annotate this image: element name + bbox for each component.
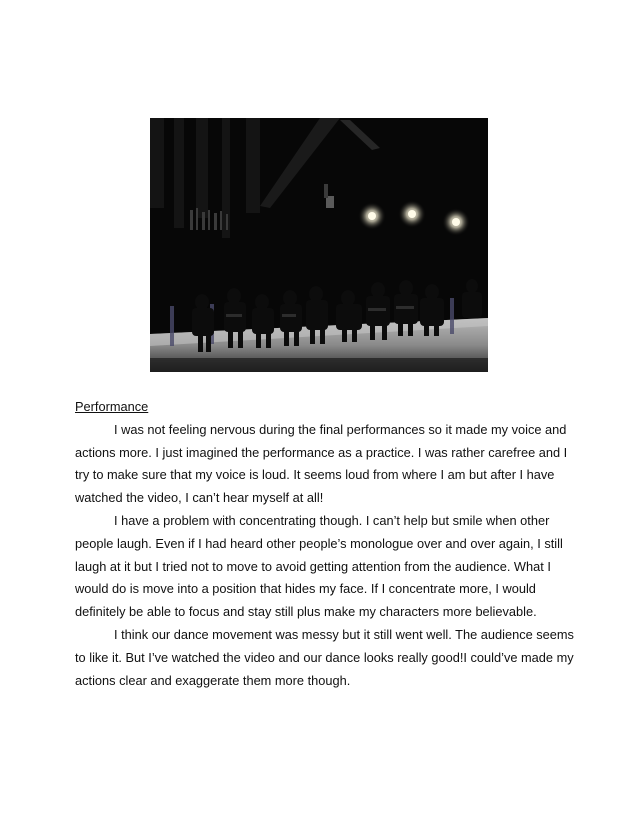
- section-heading: Performance: [75, 399, 149, 414]
- text-line: actions clear and exaggerate them more though.: [75, 672, 351, 688]
- paragraph-2: [75, 510, 575, 624]
- text-line: to like it. But I’ve watched the video and our dance looks really good!I could’ve made my: [75, 649, 574, 665]
- text-line: laugh at it but I tried not to move to avoid getting attention from the audience. What I: [75, 558, 551, 574]
- text-line: would do is move into a position that hides my face. If I concentrate more, I would: [75, 581, 536, 597]
- paragraph-3: [75, 624, 575, 692]
- text-line: definitely be able to focus and stay still plus make my characters more believable.: [75, 604, 537, 620]
- text-line: people laugh. Even if I had heard other people’s monologue over and over again, I still: [75, 535, 563, 551]
- stage-performance-photo: [150, 118, 488, 372]
- paragraph-1: [75, 419, 575, 510]
- photo-illustration: [150, 118, 488, 372]
- text-line: I have a problem with concentrating though. I can’t help but smile when other: [114, 512, 550, 528]
- text-line: I think our dance movement was messy but it still went well. The audience seems: [114, 626, 574, 642]
- text-line: actions more. I just imagined the performance as a practice. I was rather carefree and I: [75, 444, 568, 460]
- text-line: watched the video, I can’t hear myself at all!: [75, 490, 324, 506]
- text-line: I was not feeling nervous during the final performances so it made my voice and: [114, 421, 567, 437]
- reflection-text: [75, 396, 575, 692]
- text-line: try to make sure that my voice is loud. It seems loud from where I am but after I have: [75, 467, 555, 483]
